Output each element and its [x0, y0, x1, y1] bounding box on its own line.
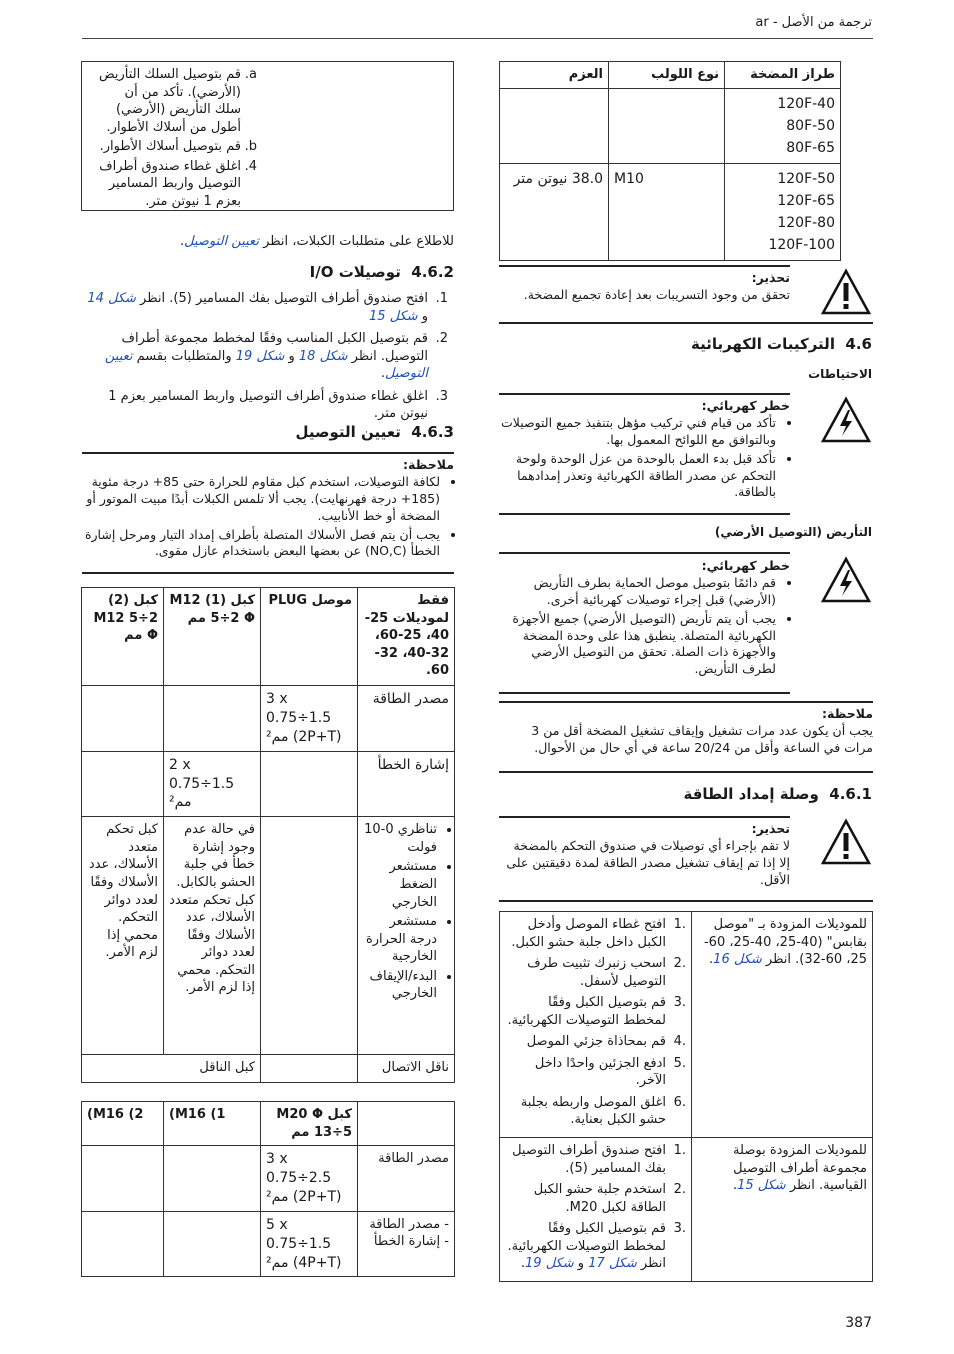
- figure-link[interactable]: شكل 16: [713, 952, 762, 968]
- table-cell: [358, 817, 455, 1055]
- warning-top-rule: [499, 265, 790, 267]
- step-item: 1. افتح صندوق أطراف التوصيل بفك المسامير (5). انظر شكل 14 و شكل 15: [87, 291, 448, 324]
- table-cell: [500, 1138, 692, 1282]
- table-cell: [82, 1211, 164, 1277]
- io-steps: [82, 290, 454, 423]
- warning-block: [499, 270, 790, 304]
- figure-link[interactable]: شكل 15: [368, 308, 418, 324]
- table-cell: [500, 88, 609, 163]
- electrical-hazard-block: [499, 558, 790, 680]
- table-cell: في حالة عدم وجود إشارة خطأ في جلبة الحشو بالكابل. كبل تحكم متعدد الأسلاك، عدد الأسلاك وفقًا لعدد دوائر التحكم. محمي إذا لزم الأمر.: [164, 817, 261, 1055]
- electric-hazard-icon: [820, 396, 872, 444]
- row-label: مصدر الطاقة: [358, 1146, 455, 1212]
- signal-bullet: • البدء/الإيقاف الخارجي: [363, 968, 437, 1003]
- hazard-top-rule: [499, 552, 790, 554]
- row-label: مصدر الطاقة: [358, 686, 455, 752]
- note-top-rule: [499, 701, 873, 703]
- table-header: فقط لموديلات 25-40، 25-60، 32-40، 32-60.: [358, 588, 455, 686]
- warning-bottom-rule: [499, 900, 873, 902]
- step-item: .5 ادفع الجزئين واحدًا داخل الآخر.: [534, 1055, 686, 1089]
- step-item: .6 اغلق الموصل واربطه بجلبة حشو الكبل بعناية.: [520, 1094, 686, 1128]
- note-label: ملاحظة:: [822, 706, 873, 721]
- hazard-bottom-rule: [499, 513, 790, 515]
- hazard-bullet: • تأكد قبل بدء العمل بالوحدة من عزل الوحدة ولوحة التحكم عن مصدر الطاقة الكهربائية وتعذر إمدادهما بالطاقة.: [499, 451, 776, 502]
- table-cell: كبل الناقل: [82, 1055, 261, 1083]
- note-bottom-rule: [82, 572, 454, 574]
- header-rule: [82, 38, 873, 39]
- note-bullet: • لكافة التوصيلات، استخدم كبل مقاوم للحرارة حتى 85+ درجة مئوية (185+ درجة فهرنهايت). يجب ألا تلمس الكبلات أبدًا مبيت الموتور أو المضخة أو خط الأنابيب.: [82, 474, 440, 525]
- section-link[interactable]: تعيين التوصيل: [184, 234, 259, 249]
- hazard-bullet: • قم دائمًا بتوصيل موصل الحماية بطرف التأريض (الأرضي) قبل إجراء توصيلات كهربائية أخرى.: [499, 575, 776, 609]
- warning-block: [499, 821, 790, 889]
- table-header: العزم: [500, 62, 609, 89]
- electric-hazard-icon: [820, 556, 872, 604]
- note-block: [82, 457, 454, 562]
- row-label: - مصدر الطاقة - إشارة الخطأ: [358, 1211, 455, 1277]
- warning-text: تحقق من وجود التسريبات بعد إعادة تجميع المضخة.: [523, 286, 790, 302]
- step-item: 2. قم بتوصيل الكبل المناسب وفقًا لمخطط مجموعة أطراف التوصيل. انظر شكل 18 و شكل 19 والمتطلبات بقسم تعيين التوصيل.: [104, 331, 448, 382]
- figure-link[interactable]: شكل 19: [525, 1256, 574, 1272]
- step-item: .2 اسحب زنبرك تثبيت طرف التوصيل لأسفل.: [527, 956, 686, 989]
- table-cell: للموديلات المزودة بـ "موصل بقابس" (40-25، 40-25، 60-25، 60-32). انظر شكل 16.: [692, 912, 873, 1138]
- note-bottom-rule: [499, 771, 873, 773]
- table-cell: [261, 1055, 358, 1083]
- table-cell: 3 x 0.75÷2.5 مم² (2P+T): [261, 1146, 358, 1212]
- page-number: 387: [845, 1315, 872, 1331]
- continued-steps-box: [81, 61, 454, 211]
- step-item: b. قم بتوصيل أسلاك الأطوار.: [99, 139, 257, 155]
- connection-assignment-table: [81, 587, 455, 1083]
- table-cell: 3 x 0.75÷1.5 مم² (2P+T): [261, 686, 358, 752]
- hazard-bullet: • يجب أن يتم تأريض (التوصيل الأرضي) جميع الأجهزة الكهربائية المتصلة. ينطبق هذا على وحدة المضخة والأجهزة ذات الصلة. تحقق من التوصيل الأرضي لطرف التأريض.: [499, 611, 776, 679]
- row-label: ناقل الاتصال: [358, 1055, 455, 1083]
- figure-link[interactable]: شكل 14: [87, 291, 136, 306]
- step-item: .2 استخدم جلبة حشو الكبل الطاقة لكبل M20.: [533, 1182, 686, 1215]
- table-cell: للموديلات المزودة بوصلة مجموعة أطراف التوصيل القياسية. انظر شكل 15.: [692, 1138, 873, 1282]
- table-header: (M16 (1: [164, 1102, 261, 1146]
- table-cell: [500, 912, 692, 1138]
- hazard-top-rule: [499, 393, 790, 395]
- note-top-rule: [82, 452, 454, 454]
- hazard-bottom-rule: [499, 692, 790, 694]
- table-header: طراز المضخة: [725, 62, 841, 89]
- running-head: ترجمة من الأصل - ar: [755, 15, 872, 30]
- table-header: موصل PLUG: [261, 588, 358, 686]
- figure-link[interactable]: شكل 15: [737, 1178, 786, 1194]
- power-connection-table: [499, 911, 873, 1282]
- section-link[interactable]: تعيين التوصيل: [104, 348, 428, 382]
- table-cell: [261, 817, 358, 1055]
- table-cell: 120F-50 120F-65 120F-80 120F-100: [725, 163, 841, 260]
- table-header: كبل (2) M12 ‎5÷2 Φ مم: [82, 588, 164, 686]
- figure-link[interactable]: شكل 17: [588, 1256, 637, 1272]
- grounding-heading: التأريض (التوصيل الأرضي): [714, 525, 872, 539]
- warning-icon: [820, 818, 872, 866]
- table-cell: [164, 1211, 261, 1277]
- step-item: .3 قم بتوصيل الكبل وفقًا لمخطط التوصيلات الكهربائية.: [507, 995, 686, 1028]
- note-label: ملاحظة:: [403, 457, 454, 472]
- table-cell: [164, 686, 261, 752]
- note-text: يجب أن يكون عدد مرات تشغيل وإيقاف تشغيل المضخة أقل من 3 مرات في الساعة وأقل من 20/24 ساعة في أي حال من الأحوال.: [531, 722, 873, 755]
- note-bullet: • يجب أن يتم فصل الأسلاك المتصلة بأطراف إمداد التيار ومرحل إشارة الخطأ (NO,C) عن بعضها البعض باستخدام عازل مقوى.: [82, 527, 440, 561]
- table-header: [358, 1102, 455, 1146]
- table-cell: كبل تحكم متعدد الأسلاك، عدد الأسلاك وفقًا لعدد دوائر التحكم. محمي إذا لزم الأمر.: [82, 817, 164, 1055]
- signal-bullet: • مستشعر الضغط الخارجي: [363, 858, 437, 911]
- figure-link[interactable]: شكل 18: [298, 348, 348, 364]
- step-item: 4. اغلق غطاء صندوق أطراف التوصيل واربط المسامير بعزم 1 نيوتن متر.: [99, 158, 257, 209]
- step-item: .3 قم بتوصيل الكبل وفقًا لمخطط التوصيلات الكهربائية. انظر شكل 17 و شكل 19.: [507, 1221, 686, 1272]
- row-label: إشارة الخطأ: [358, 751, 455, 817]
- hazard-label: خطر كهربائي:: [701, 558, 790, 573]
- section-heading-4-6-3: 4.6.3 تعيين التوصيل: [295, 423, 454, 441]
- table-cell: 120F-40 80F-50 80F-65: [725, 88, 841, 163]
- table-cell: [82, 1146, 164, 1212]
- section-rule: [499, 322, 873, 324]
- step-item: 3. اغلق غطاء صندوق أطراف التوصيل واربط المسامير بعزم 1 نيوتن متر.: [108, 388, 448, 422]
- section-heading-4-6: 4.6 التركيبات الكهربائية: [690, 335, 872, 353]
- section-heading-4-6-1: 4.6.1 وصلة إمداد الطاقة: [683, 785, 872, 803]
- table-cell: 38.0 نيوتن متر: [500, 163, 609, 260]
- table-header: (M16 (2: [82, 1102, 164, 1146]
- cable-gland-table: [81, 1101, 455, 1277]
- table-header: كبل (1) M12 ‎5÷2 Φ مم: [164, 588, 261, 686]
- electrical-hazard-block: [499, 398, 790, 503]
- signal-bullet: • مستشعر درجة الحرارة الخارجية: [363, 913, 437, 966]
- warning-top-rule: [499, 816, 790, 818]
- warning-label: تحذير:: [751, 270, 790, 285]
- step-item: .1 افتح صندوق أطراف التوصيل بفك المسامير (5).: [512, 1143, 686, 1176]
- table-cell: 2 x 0.75÷1.5 مم²: [164, 751, 261, 817]
- table-cell: [164, 1146, 261, 1212]
- figure-link[interactable]: شكل 19: [235, 348, 285, 364]
- warning-text: لا تقم بإجراء أي توصيلات في صندوق التحكم بالمضخة إلا إذا تم إيقاف تشغيل مصدر الطاقة لمدة دقيقتين على الأقل.: [506, 837, 790, 887]
- step-item: a. قم بتوصيل السلك التأريض (الأرضي). تأكد من أن سلك التأريض (الأرضي) أطول من أسلاك الأطوار.: [98, 67, 257, 135]
- section-heading-4-6-2: 4.6.2 توصيلات I/O: [309, 263, 454, 281]
- table-cell: M10: [609, 163, 725, 260]
- step-item: .4 قم بمحاذاة جزئي الموصل: [526, 1034, 686, 1050]
- precautions-heading: الاحتياطات: [808, 367, 872, 381]
- table-cell: [261, 751, 358, 817]
- cable-requirements-ref: للاطلاع على متطلبات الكبلات، انظر تعيين التوصيل.: [180, 234, 454, 249]
- table-header: نوع اللولب: [609, 62, 725, 89]
- pump-torque-table: [499, 61, 841, 261]
- warning-icon: [820, 268, 872, 316]
- table-cell: [82, 751, 164, 817]
- hazard-label: خطر كهربائي:: [701, 398, 790, 413]
- note-block: [499, 706, 873, 757]
- step-item: .1 افتح غطاء الموصل وأدخل الكبل داخل جلبة حشو الكبل.: [511, 917, 686, 950]
- table-cell: [82, 686, 164, 752]
- hazard-bullet: • تأكد من قيام فني تركيب مؤهل بتنفيذ جميع التوصيلات وبالتوافق مع اللوائح المعمول بها.: [499, 415, 776, 449]
- table-header: كبل M20 Φ ‎13÷5 مم: [261, 1102, 358, 1146]
- warning-label: تحذير:: [751, 821, 790, 836]
- signal-bullet: • تناظري 0-10 فولت: [363, 821, 437, 856]
- table-cell: [609, 88, 725, 163]
- table-cell: 5 x 0.75÷1.5 مم² (4P+T): [261, 1211, 358, 1277]
